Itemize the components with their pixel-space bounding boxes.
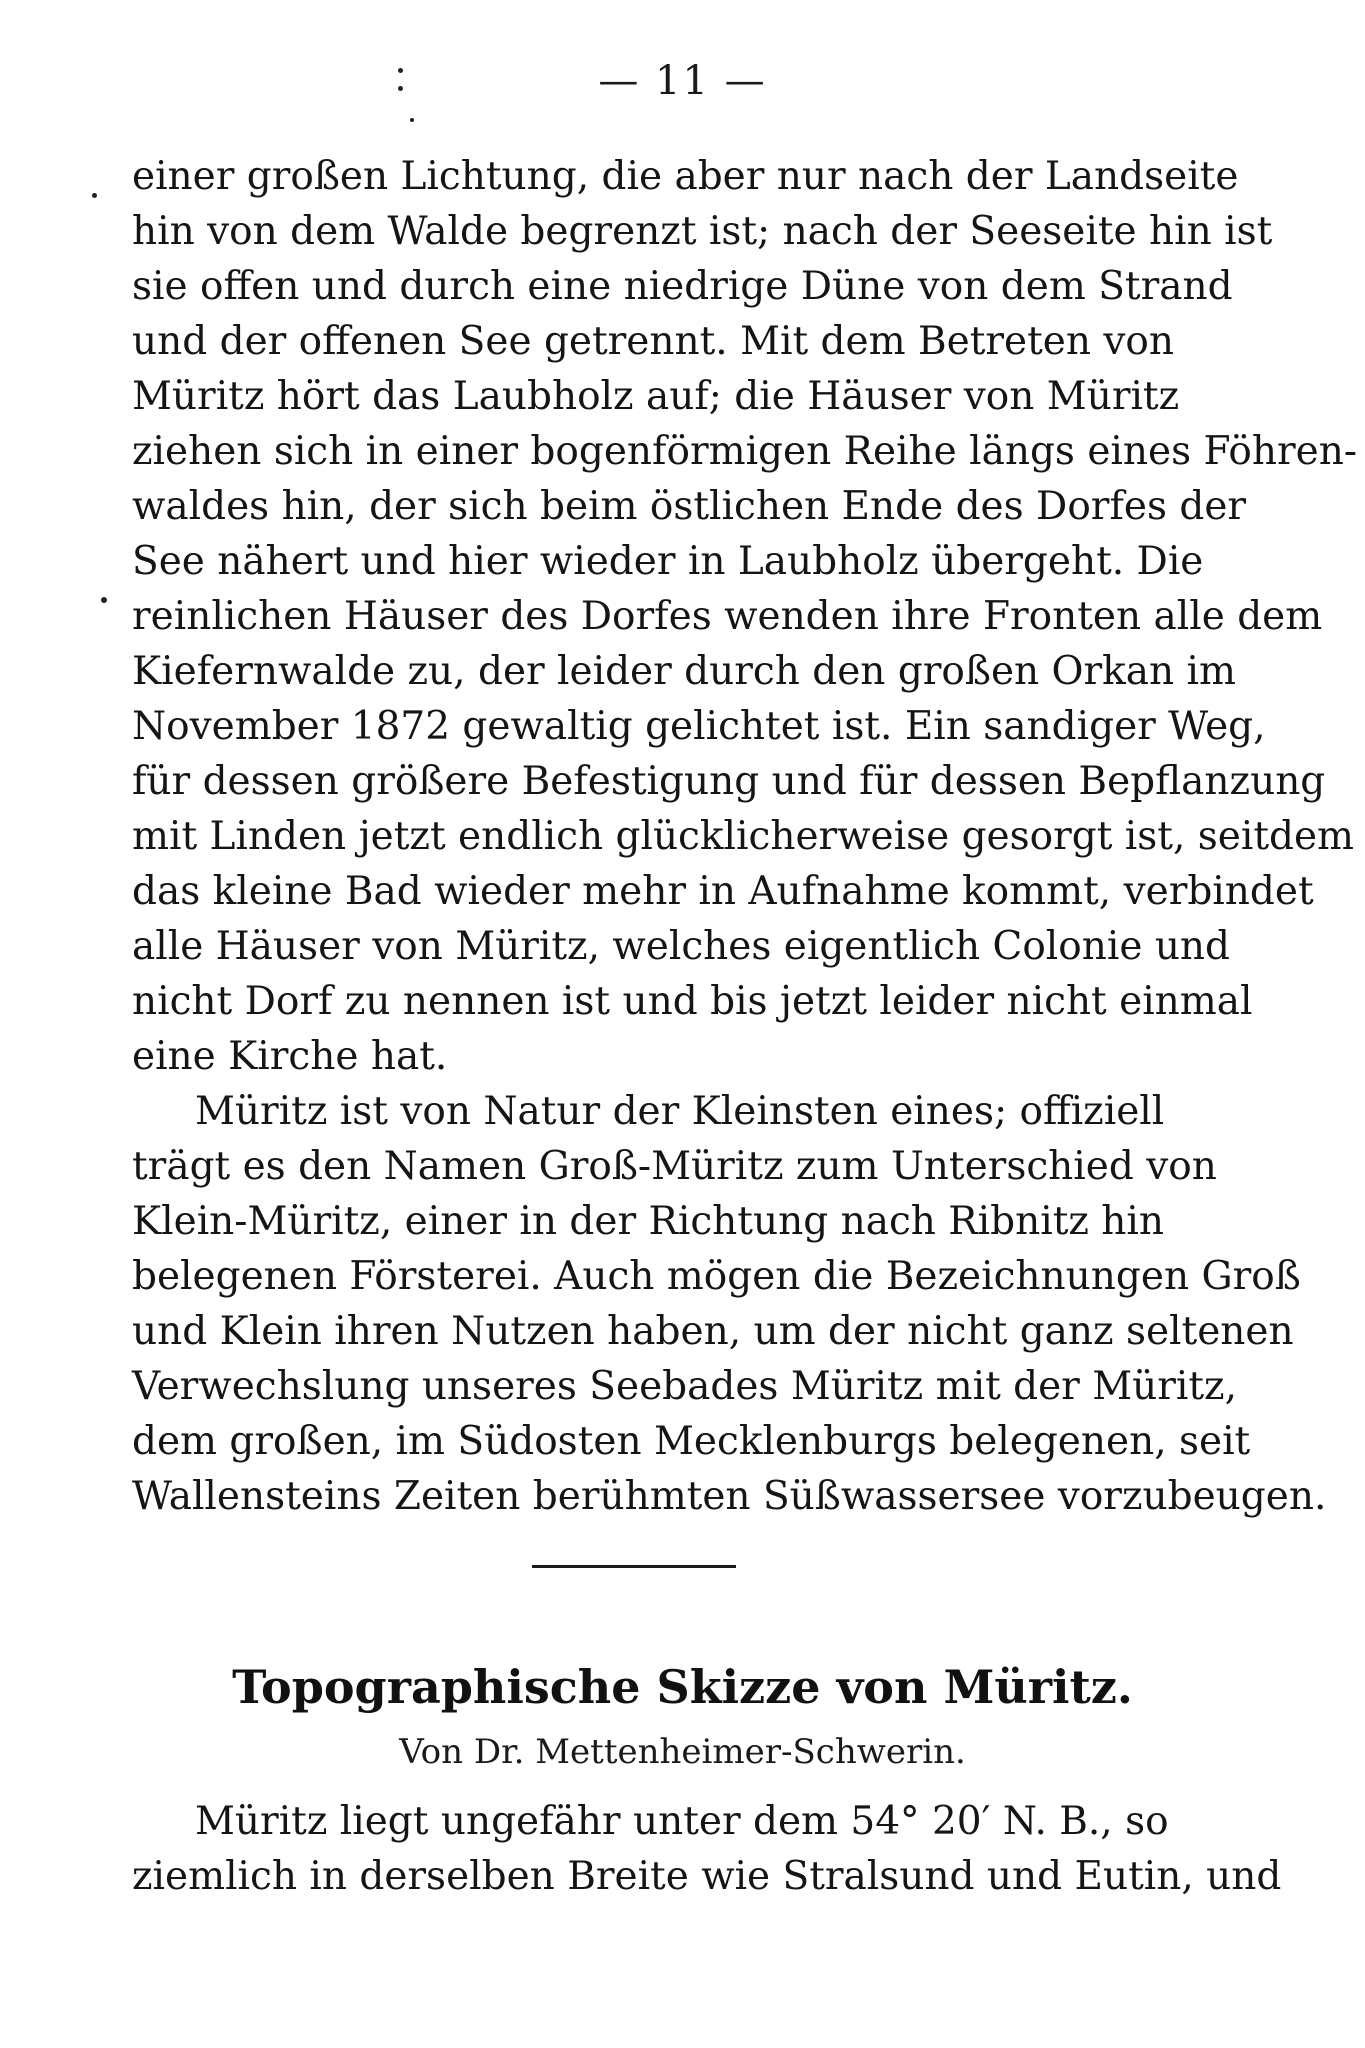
- text-line: einer großen Lichtung, die aber nur nach der Landseite: [132, 154, 1239, 199]
- text-line: ziehen sich in einer bogenförmigen Reihe längs eines Föhren-: [132, 429, 1358, 474]
- text-line: für dessen größere Befestigung und für dessen Bepflanzung: [132, 759, 1326, 804]
- text-line: und der offenen See getrennt. Mit dem Betreten von: [132, 319, 1175, 364]
- text-line: Müritz hört das Laubholz auf; die Häuser von Müritz: [132, 374, 1180, 419]
- text-line: trägt es den Namen Groß-Müritz zum Unterschied von: [132, 1144, 1217, 1189]
- text-line: reinlichen Häuser des Dorfes wenden ihre Fronten alle dem: [132, 594, 1323, 639]
- text-line: Müritz liegt ungefähr unter dem 54° 20′ N. B., so: [195, 1799, 1169, 1844]
- text-line: waldes hin, der sich beim östlichen Ende des Dorfes der: [132, 484, 1247, 529]
- text-line: Kiefernwalde zu, der leider durch den großen Orkan im: [132, 649, 1237, 694]
- text-line: Klein-Müritz, einer in der Richtung nach Ribnitz hin: [132, 1199, 1165, 1244]
- page-number: — 11 —: [598, 58, 767, 104]
- text-line: Wallensteins Zeiten berühmten Süßwassersee vorzubeugen.: [132, 1474, 1327, 1519]
- print-speck: [410, 118, 414, 122]
- text-line: nicht Dorf zu nennen ist und bis jetzt leider nicht einmal: [132, 979, 1253, 1024]
- text-line: dem großen, im Südosten Mecklenburgs belegenen, seit: [132, 1419, 1251, 1464]
- author-byline: Von Dr. Mettenheimer-Schwerin.: [399, 1732, 966, 1772]
- text-line: sie offen und durch eine niedrige Düne von dem Strand: [132, 264, 1233, 309]
- text-line: hin von dem Walde begrenzt ist; nach der Seeseite hin ist: [132, 209, 1273, 254]
- text-line: mit Linden jetzt endlich glücklicherweise gesorgt ist, seitdem: [132, 814, 1355, 859]
- section-divider: [532, 1565, 736, 1568]
- text-line: Müritz ist von Natur der Kleinsten eines; offiziell: [195, 1089, 1165, 1134]
- text-line: eine Kirche hat.: [132, 1034, 448, 1079]
- print-speck: [92, 193, 97, 198]
- text-line: November 1872 gewaltig gelichtet ist. Ein sandiger Weg,: [132, 704, 1266, 749]
- text-line: See nähert und hier wieder in Laubholz übergeht. Die: [132, 539, 1204, 584]
- text-line: alle Häuser von Müritz, welches eigentlich Colonie und: [132, 924, 1231, 969]
- text-line: Verwechslung unseres Seebades Müritz mit der Müritz,: [132, 1364, 1238, 1409]
- print-speck: [101, 597, 107, 603]
- section-title: Topographische Skizze von Müritz.: [232, 1660, 1133, 1714]
- text-line: und Klein ihren Nutzen haben, um der nicht ganz seltenen: [132, 1309, 1294, 1354]
- text-line: das kleine Bad wieder mehr in Aufnahme kommt, verbindet: [132, 869, 1314, 914]
- text-line: belegenen Försterei. Auch mögen die Bezeichnungen Groß: [132, 1254, 1301, 1299]
- text-line: ziemlich in derselben Breite wie Stralsund und Eutin, und: [132, 1854, 1282, 1899]
